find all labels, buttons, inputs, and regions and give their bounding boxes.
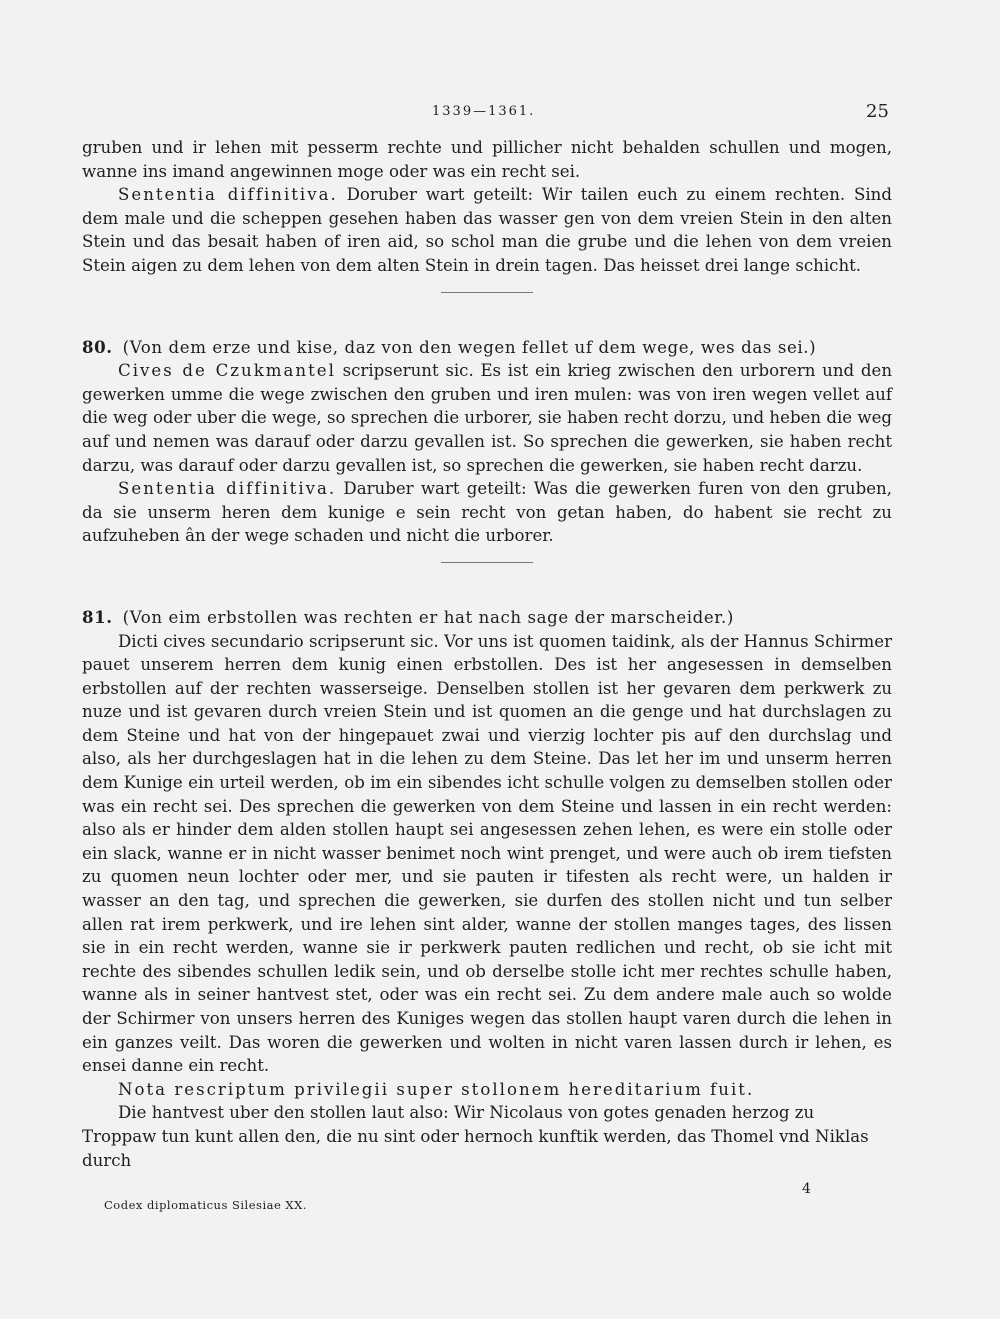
paragraph-81-c: Die hantvest uber den stollen laut also: Wir Nicolaus von gotes genaden herzog zu Troppaw tun kunt allen den, die nu sint oder hernoch kunftik werden, das Thomel vnd Niklas durch: [82, 1103, 869, 1170]
section-number-81: 81.: [82, 606, 113, 627]
section-title-80: (Von dem erze und kise, daz von den wegen fellet uf dem wege, wes das sei.): [122, 337, 817, 357]
section-number-80: 80.: [82, 336, 113, 357]
paragraph-80-a: [82, 359, 892, 477]
section-title-81: (Von eim erbstollen was rechten er hat nach sage der marscheider.): [122, 607, 734, 627]
section-heading-80: [82, 336, 892, 360]
section-divider: [441, 292, 533, 293]
paragraph-continuation: gruben und ir lehen mit pesserm rechte und pillicher nicht behalden schullen und mogen, wanne ins imand angewinnen moge oder was ein recht sei.: [82, 138, 892, 181]
running-header-years: 1339—1361.: [432, 104, 536, 119]
section-gap: [82, 562, 892, 590]
page-number: 25: [866, 101, 889, 122]
paragraph-80-b: [82, 477, 892, 548]
sententia-label: Sententia diffinitiva.: [118, 479, 337, 499]
paragraph-81-nota: Nota rescriptum privilegii super stollonem hereditarium fuit.: [118, 1079, 755, 1099]
sententia-label: Sententia diffinitiva.: [118, 185, 338, 205]
paragraph-80-b-text: Daruber wart geteilt: Was die gewerken furen von den gruben, da sie unserm heren dem kunige e sein recht von getan haben, do habent sie recht zu aufzuheben ân der wege schaden und nicht die urborer.: [82, 479, 892, 546]
footer-source: Codex diplomaticus Silesiae XX.: [104, 1198, 307, 1212]
section-gap: [82, 292, 892, 320]
body-text: [82, 136, 892, 1172]
paragraph-sententia-1: [82, 183, 892, 277]
paragraph-81-a: Dicti cives secundario scripserunt sic. Vor uns ist quomen taidink, als der Hannus Schirmer pauet unserem herren dem kunig einen erbstollen. Des ist her angesessen in demselben erbstollen auf der rechten wasserseige. Denselben stollen ist her gevaren dem perkwerk zu nuze und ist gevaren durch vreien Stein und ist quomen an die genge und hat durchslagen zu dem Steine und hat von der hingepauet zwai und vierzig lochter pis auf den durchslag und also, als her durchgeslagen hat in die lehen zu dem Steine. Das let her im und unserm herren dem Kunige ein urteil werden, ob im ein sibendes icht schulle volgen zu demselben stollen oder was ein recht sei. Des sprechen die gewerken von dem Steine und lassen in ein recht werden: also als er hinder dem alden stollen haupt sei angesessen zehen lehen, es were ein stolle oder ein slack, wanne er in nicht wasser benimet noch wint prenget, und were auch ob irem tiefsten zu quomen neun lochter oder mer, und sie pauten ir tifesten als recht were, un halden ir wasser an den tag, und sprechen die gewerken, sie durfen des stollen nicht und tun selber allen rat irem perkwerk, und ire lehen sint alder, wanne der stollen manges tages, des lissen sie in ein recht werden, wanne sie ir perkwerk pauten redlichen und recht, ob sie icht mit rechte des sibendes schullen ledik sein, und ob derselbe stolle icht mer rechtes schulle haben, wanne als in seiner hantvest stet, oder was ein recht sei. Zu dem andere male auch so wolde der Schirmer von unsers herren des Kuniges wegen das stollen haupt varen durch die lehen in ein ganzes veilt. Das woren die gewerken und wolten in nicht varen lassen durch ir lehen, es ensei danne ein recht.: [82, 631, 892, 1076]
signature-mark: 4: [802, 1181, 811, 1197]
cives-label: Cives de Czukmantel: [118, 361, 336, 381]
section-heading-81: [82, 606, 892, 630]
paragraph-80-a-text: scripserunt sic. Es ist ein krieg zwischen den urborern und den gewerken umme die wege zwischen den gruben und iren mulen: was von iren wegen vellet auf die weg oder uber die wege, so sprechen die urborer, sie haben recht dorzu, und heben die weg auf und nemen was darauf oder darzu gevallen ist. So sprechen die gewerken, sie haben recht darzu, was darauf oder darzu gevallen ist, so sprechen die gewerken, sie haben recht darzu.: [82, 361, 893, 475]
sententia-text: Doruber wart geteilt: Wir tailen euch zu einem rechten. Sind dem male und die scheppen gesehen haben das wasser gen von dem vreien Stein in den alten Stein und das besait haben of iren aid, so schol man die grube und die lehen von dem vreien Stein aigen zu dem lehen von dem alten Stein in drein tagen. Das heisset drei lange schicht.: [82, 185, 892, 275]
section-divider: [441, 562, 533, 563]
